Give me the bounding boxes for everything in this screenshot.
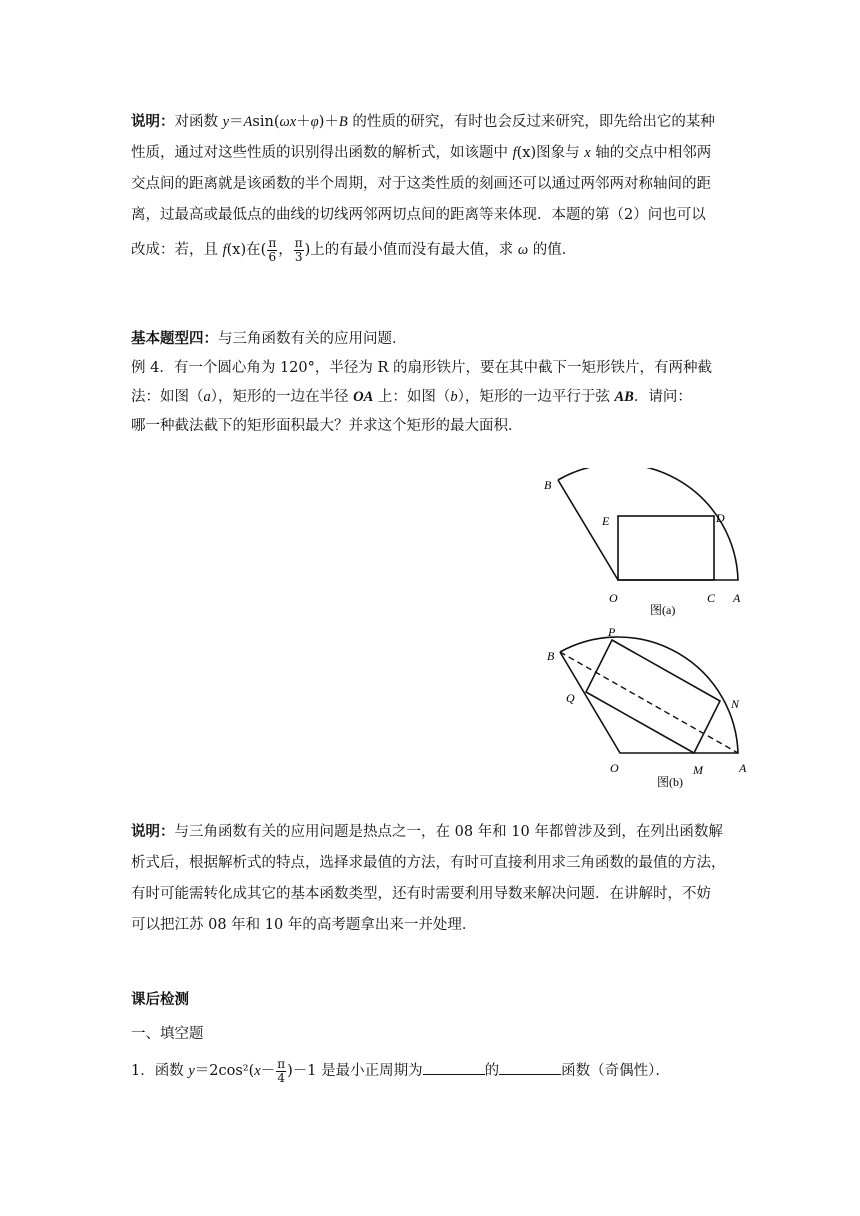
text: ＋ [296,114,311,130]
text: 法：如图（ [131,389,204,405]
figure-a-caption: 图(a) [650,603,676,617]
text: － [260,1063,276,1079]
label-D: D [716,511,725,525]
note-paragraph-1 [131,106,741,266]
var-x: x [254,1063,261,1079]
text: ＝ [229,114,244,130]
label-B: B [547,649,555,663]
text-line: 有时可能需转化成其它的基本函数类型，还有时需要利用导数来解决问题．在讲解时，不妨 [131,886,711,902]
label-A: A [739,761,747,775]
var: a [203,389,211,405]
label-A: A [733,591,741,605]
text: 的 [484,1063,500,1079]
text: )＋ [318,114,339,130]
var-omega: ω [517,242,529,258]
text: 图象与 [536,145,585,161]
text: ），矩形的一边平行于弦 [457,389,615,405]
after-class-title: 课后检测 [131,991,189,1008]
text: 1．函数 [131,1063,189,1079]
text: ．请问： [633,389,692,405]
var-f: f [222,242,227,258]
label-O: O [610,761,619,775]
text-line: 析式后，根据解析式的特点，选择求最值的方法，有时可直接利用求三角函数的最值的方法， [131,855,726,871]
note-label: 说明： [131,113,175,130]
text: )－1 是最小正周期为 [287,1063,423,1079]
text: ），矩形的一边在半径 [210,389,354,405]
text: )上的有最小值而没有最大值，求 [304,242,518,258]
fraction-pi-over-4: $\frac{\pi}{4}$ [277,1056,286,1085]
label-Q: Q [566,691,575,705]
text: 在( [246,242,267,258]
text: 对函数 [174,114,223,130]
text: (x) [516,145,537,161]
text: 函数（奇偶性）． [561,1063,670,1079]
text: 轴的交点中相邻两 [590,145,712,161]
label-C: C [707,591,716,605]
text-line: 离，过最高或最低点的曲线的切线两邻两切点间的距离等来体现．本题的第（2）问也可以 [131,207,706,223]
question-1 [131,1056,741,1087]
note-paragraph-2 [131,816,741,941]
note-label: 说明： [131,823,175,840]
text-line: 交点间的距离就是该函数的半个周期，对于这类性质的刻画还可以通过两邻两对称轴间的距 [131,176,711,192]
label-E: E [602,514,610,528]
var-x: x [584,145,591,161]
text-line: 可以把江苏 08 年和 10 年的高考题拿出来一并处理． [131,917,477,933]
section-4 [131,324,741,441]
var-f: f [512,145,517,161]
answer-blank-1[interactable] [423,1060,485,1075]
text: (x) [226,242,247,258]
section-title-rest: 与三角函数有关的应用问题． [218,331,407,347]
label-O: O [609,591,618,605]
text: ， [278,242,293,258]
figure-a [530,468,770,632]
var-phi: φ [310,114,319,130]
text: 上：如图（ [373,389,451,405]
text: sin( [252,114,280,130]
text: ＝2cos²( [194,1063,255,1079]
var-y: y [188,1063,195,1079]
var: OA [353,389,374,405]
text: 与三角函数有关的应用问题是热点之一，在 08 年和 10 年都曾涉及到，在列出函数解 [174,824,723,840]
text: 的性质的研究，有时也会反过来研究，即先给出它的某种 [347,114,715,130]
sector-outline [560,637,738,753]
label-P: P [608,625,616,639]
sector-outline [558,468,738,580]
var-omega-x: ωx [279,114,297,130]
figure-b-svg [530,622,770,792]
fill-in-subtitle: 一、填空题 [131,1026,204,1042]
example-line: 哪一种截法截下的矩形面积最大？并求这个矩形的最大面积． [131,418,523,434]
var: b [450,389,458,405]
label-B: B [544,478,552,492]
fraction-pi-over-3: $\frac{\pi}{3}$ [294,235,303,264]
var-A: A [243,114,253,130]
chord-AB-dashed [560,652,738,753]
label-N: N [731,697,740,711]
label-M: M [693,763,703,777]
rectangle-PNMQ [586,640,720,753]
var: AB [614,389,634,405]
section-title: 基本题型四： [131,330,218,347]
figure-b-caption: 图(b) [657,775,683,789]
var-y: y [222,114,230,130]
figure-b [530,622,770,796]
var-B: B [338,114,348,130]
text: 性质，通过对这些性质的识别得出函数的解析式，如该题中 [131,145,513,161]
rectangle [618,516,714,580]
figure-a-svg [530,468,770,628]
answer-blank-2[interactable] [499,1060,561,1075]
text: 改成：若，且 [131,242,223,258]
fraction-pi-over-6: $\frac{\pi}{6}$ [268,235,277,264]
example-line: 例 4．有一个圆心角为 120°，半径为 R 的扇形铁片，要在其中截下一矩形铁片，有两种截 [131,360,713,376]
text: 的值． [528,242,577,258]
